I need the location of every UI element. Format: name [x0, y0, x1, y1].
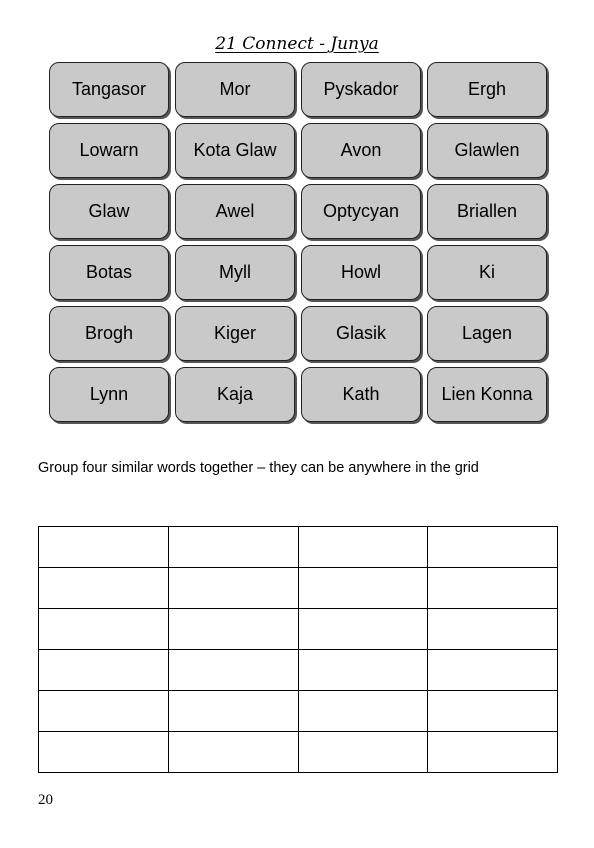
- word-tile[interactable]: Ergh: [427, 62, 547, 117]
- word-tile[interactable]: Kota Glaw: [175, 123, 295, 178]
- answer-row: [39, 732, 558, 773]
- answer-cell[interactable]: [168, 691, 298, 732]
- answer-cell[interactable]: [298, 527, 428, 568]
- word-tile[interactable]: Lowarn: [49, 123, 169, 178]
- answer-cell[interactable]: [39, 732, 169, 773]
- answer-cell[interactable]: [298, 650, 428, 691]
- answer-cell[interactable]: [428, 527, 558, 568]
- word-tile[interactable]: Kath: [301, 367, 421, 422]
- word-tile[interactable]: Optycyan: [301, 184, 421, 239]
- answer-cell[interactable]: [428, 650, 558, 691]
- answer-cell[interactable]: [298, 609, 428, 650]
- answer-cell[interactable]: [39, 568, 169, 609]
- answer-cell[interactable]: [298, 691, 428, 732]
- answer-cell[interactable]: [428, 609, 558, 650]
- answer-cell[interactable]: [428, 568, 558, 609]
- answer-row: [39, 568, 558, 609]
- answer-cell[interactable]: [39, 527, 169, 568]
- word-tile[interactable]: Avon: [301, 123, 421, 178]
- page-title-text: 21 Connect - Junya: [215, 34, 379, 54]
- instruction-text: Group four similar words together – they can be anywhere in the grid: [38, 460, 479, 476]
- word-tile[interactable]: Awel: [175, 184, 295, 239]
- answer-cell[interactable]: [428, 691, 558, 732]
- answer-cell[interactable]: [168, 650, 298, 691]
- answer-cell[interactable]: [168, 568, 298, 609]
- word-tile[interactable]: Brogh: [49, 306, 169, 361]
- word-tile[interactable]: Lynn: [49, 367, 169, 422]
- answer-cell[interactable]: [168, 609, 298, 650]
- answer-grid: [38, 526, 558, 773]
- word-tile[interactable]: Briallen: [427, 184, 547, 239]
- word-tile[interactable]: Myll: [175, 245, 295, 300]
- word-tile[interactable]: Kiger: [175, 306, 295, 361]
- page-title: [0, 34, 594, 54]
- word-tile[interactable]: Lien Konna: [427, 367, 547, 422]
- answer-cell[interactable]: [168, 732, 298, 773]
- word-tile[interactable]: Kaja: [175, 367, 295, 422]
- word-tile[interactable]: Lagen: [427, 306, 547, 361]
- word-tile[interactable]: Pyskador: [301, 62, 421, 117]
- word-tile[interactable]: Tangasor: [49, 62, 169, 117]
- answer-cell[interactable]: [39, 650, 169, 691]
- word-tile[interactable]: Howl: [301, 245, 421, 300]
- answer-row: [39, 650, 558, 691]
- word-tile[interactable]: Ki: [427, 245, 547, 300]
- page-number: 20: [38, 792, 53, 808]
- answer-row: [39, 691, 558, 732]
- word-tile[interactable]: Glasik: [301, 306, 421, 361]
- answer-cell[interactable]: [428, 732, 558, 773]
- word-grid: [49, 62, 550, 422]
- answer-cell[interactable]: [39, 691, 169, 732]
- answer-row: [39, 527, 558, 568]
- word-tile[interactable]: Botas: [49, 245, 169, 300]
- answer-row: [39, 609, 558, 650]
- word-tile[interactable]: Mor: [175, 62, 295, 117]
- answer-cell[interactable]: [298, 568, 428, 609]
- word-tile[interactable]: Glawlen: [427, 123, 547, 178]
- answer-cell[interactable]: [39, 609, 169, 650]
- answer-cell[interactable]: [298, 732, 428, 773]
- answer-cell[interactable]: [168, 527, 298, 568]
- word-tile[interactable]: Glaw: [49, 184, 169, 239]
